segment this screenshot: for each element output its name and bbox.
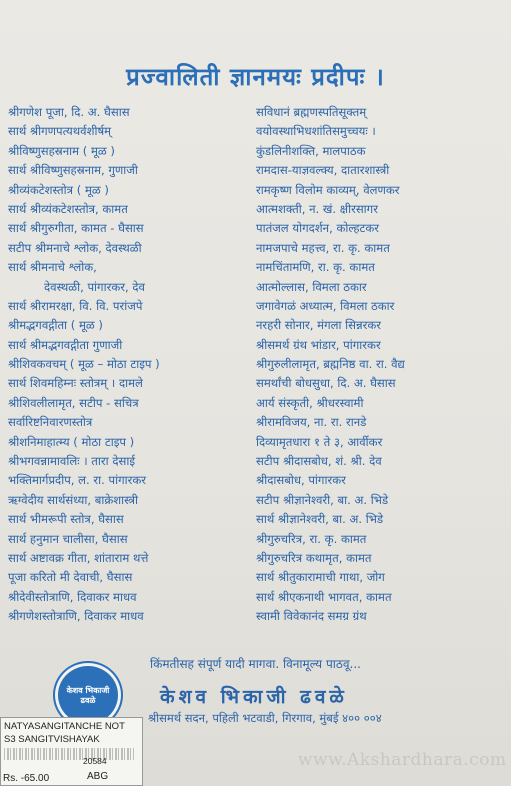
cover-title: प्रज्वालिती ज्ञानमयः प्रदीपः ।: [126, 63, 385, 91]
left-book-item: सार्थ श्रीगणपत्यथर्वशीर्षम्: [8, 124, 112, 139]
left-book-item: देवस्थळी, पांगारकर, देव: [44, 279, 145, 294]
left-book-item: सार्थ श्रीगुरुगीता, कामत - घैसास: [8, 221, 144, 236]
right-book-item: पातंजल योगदर्शन, कोल्हटकर: [256, 221, 379, 236]
book-list-right: [256, 103, 506, 627]
publisher-name: केशव भिकाजी ढवळे: [160, 686, 348, 708]
left-book-item: सार्थ श्रीरामरक्षा, वि. वि. परांजपे: [8, 298, 143, 313]
left-book-item: सार्थ भीमरूपी स्तोत्र, घैसास: [8, 512, 124, 527]
left-book-item: सार्थ श्रीमद्भगवद्गीता गुणाजी: [8, 337, 123, 352]
left-book-item: सटीप श्रीमनाचे श्लोक, देवस्थळी: [8, 240, 142, 255]
right-book-item: नामजपाचे महत्त्व, रा. कृ. कामत: [256, 240, 390, 255]
right-book-item: सार्थ श्रीतुकारामाची गाथा, जोग: [256, 570, 385, 585]
right-book-item: सटीप श्रीज्ञानेश्वरी, बा. अ. भिडे: [256, 492, 389, 507]
left-book-item: श्रीशिवलीलामृत, सटीप - सचित्र: [8, 395, 139, 410]
book-list-left: [8, 103, 258, 627]
right-book-item: सटीप श्रीदासबोध, शं. श्री. देव: [256, 454, 382, 469]
right-book-item: आत्मशक्ती, न. खं. क्षीरसागर: [256, 201, 378, 216]
right-book-item: श्रीगुरुलीलामृत, ब्रह्मनिष्ठ वा. रा. वैद्य: [256, 357, 405, 372]
right-book-item: श्रीगुरुचरित्र कथामृत, कामत: [256, 550, 372, 565]
sticker-title-line-1: NATYASANGITANCHE NOT: [4, 721, 125, 732]
left-book-item: श्रीमद्भगवद्गीता ( मूळ ): [8, 318, 103, 333]
left-book-item: श्रीगणेशस्तोत्राणि, दिवाकर माधव: [8, 609, 144, 624]
left-book-item: भक्तिमार्गप्रदीप, ल. रा. पांगारकर: [8, 473, 147, 488]
catalog-note: किंमतीसह संपूर्ण यादी मागवा. विनामूल्य पाठवू...: [150, 657, 361, 671]
publisher-address: श्रीसमर्थ सदन, पहिली भटवाडी, गिरगाव, मुंबई ४०० ००४: [148, 711, 382, 725]
right-book-item: श्रीगुरुचरित्र, रा. कृ. कामत: [256, 531, 367, 546]
right-book-item: श्रीदासबोध, पांगारकर: [256, 473, 346, 488]
sticker-price: Rs. -65.00: [3, 773, 50, 784]
right-book-item: वयोवस्थाभिधशांतिसमुच्चयः ।: [256, 124, 376, 139]
right-book-item: नामचिंतामणि, रा. कृ. कामत: [256, 260, 375, 275]
publisher-logo-text: केशव भिकाजी ढवळे: [66, 686, 110, 705]
left-book-item: श्रीगणेश पूजा, दि. अ. घैसास: [8, 105, 130, 119]
sticker-code: ABG: [87, 771, 109, 782]
watermark: www.Akshardhara.com: [298, 750, 507, 770]
barcode: [4, 748, 134, 760]
left-book-item: सर्वारिष्टनिवारणस्तोत्र: [8, 415, 93, 430]
right-book-item: सार्थ श्रीएकनाथी भागवत, कामत: [256, 589, 392, 604]
left-book-item: पूजा करितो मी देवाची, घैसास: [8, 570, 133, 585]
right-book-item: आर्य संस्कृती, श्रीधरस्वामी: [256, 395, 364, 410]
right-book-item: दिव्यामृतधारा १ ते ३, आर्वीकर: [256, 434, 383, 449]
left-book-item: सार्थ श्रीमनाचे श्लोक,: [8, 260, 97, 275]
left-book-item: सार्थ हनुमान चालीसा, घैसास: [8, 531, 128, 546]
left-book-item: श्रीभगवन्नामावलिः । तारा देसाई: [8, 454, 136, 469]
right-book-item: रामकृष्ण विलोम काव्यम्, वेलणकर: [256, 182, 400, 197]
left-book-item: सार्थ शिवमहिम्नः स्तोत्रम् । दामले: [8, 376, 143, 391]
left-book-item: श्रीविष्णुसहस्रनाम ( मूळ ): [8, 143, 115, 158]
left-book-item: सार्थ श्रीव्यंकटेशस्तोत्र, कामत: [8, 201, 128, 216]
left-book-item: सार्थ श्रीविष्णुसहस्रनाम, गुणाजी: [8, 163, 138, 178]
right-book-item: सार्थ श्रीज्ञानेश्वरी, बा. अ. भिडे: [256, 512, 384, 527]
price-sticker: [0, 717, 143, 786]
left-book-item: सार्थ अष्टावक्र गीता, शांताराम थत्ते: [8, 550, 149, 565]
left-book-item: श्रीशिवकवचम् ( मूळ – मोठा टाइप ): [8, 357, 160, 372]
left-book-item: श्रीव्यंकटेशस्तोत्र ( मूळ ): [8, 182, 109, 197]
left-book-item: श्रीदेवीस्तोत्राणि, दिवाकर माधव: [8, 589, 137, 604]
right-book-item: नरहरी सोनार, मंगला सिन्नरकर: [256, 318, 381, 333]
right-book-item: आत्मोल्लास, विमला ठकार: [256, 279, 367, 294]
sticker-number: 20584: [83, 756, 107, 766]
right-book-item: समर्थांची बोधसुधा, दि. अ. घैसास: [256, 376, 396, 391]
right-book-item: सविधानं ब्रह्मणस्पतिसूक्तम्: [256, 105, 367, 119]
sticker-title-line-2: S3 SANGITVISHAYAK: [4, 734, 100, 745]
right-book-item: स्वामी विवेकानंद समग्र ग्रंथ: [256, 609, 367, 624]
right-book-item: श्रीरामविजय, ना. रा. रानडे: [256, 415, 367, 430]
right-book-item: श्रीसमर्थ ग्रंथ भांडार, पांगारकर: [256, 337, 381, 352]
left-book-item: श्रीशनिमाहात्म्य ( मोठा टाइप ): [8, 434, 135, 449]
left-book-item: ऋग्वेदीय सार्थसंध्या, बाक्रेशास्त्री: [8, 492, 139, 507]
right-book-item: जगावेगळं अध्यात्म, विमला ठकार: [256, 298, 395, 313]
right-book-item: कुंडलिनीशक्ति, मालपाठक: [256, 143, 366, 158]
right-book-item: रामदास-याज्ञवल्क्य, दातारशास्त्री: [256, 163, 390, 178]
